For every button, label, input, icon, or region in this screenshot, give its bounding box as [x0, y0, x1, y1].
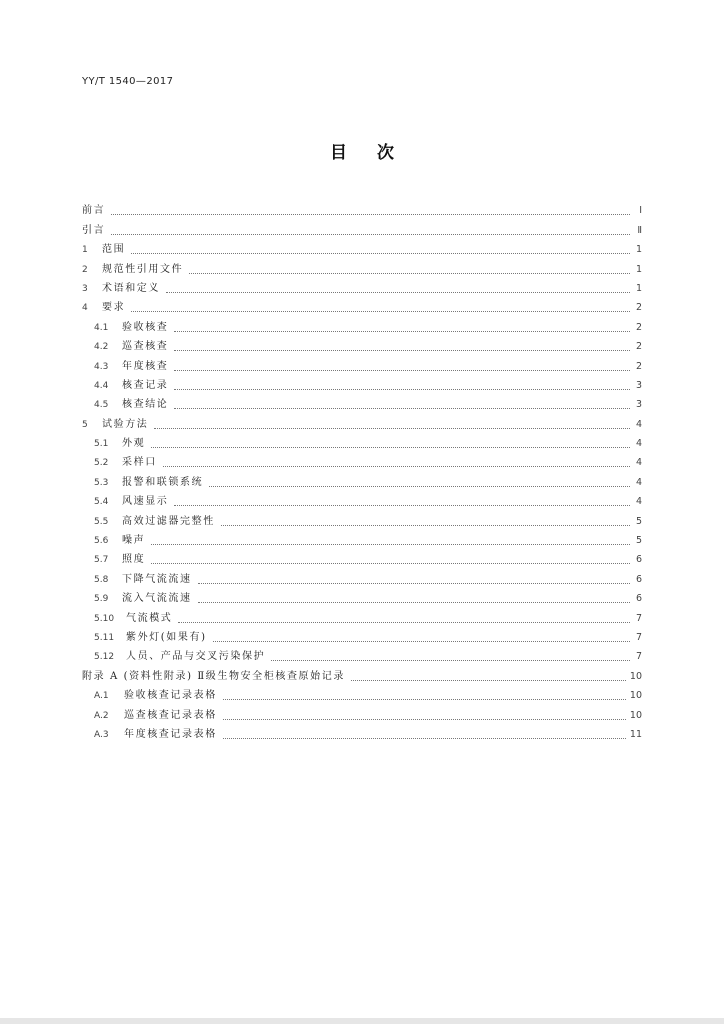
toc-entry-number: 4.3 — [94, 361, 109, 372]
toc-entry-label: 紫外灯(如果有) — [126, 631, 207, 643]
toc-entry[interactable] — [82, 295, 642, 314]
dot-leader — [198, 602, 630, 603]
toc-entry-page: 3 — [635, 379, 642, 391]
toc-entry[interactable] — [82, 508, 642, 527]
toc-entry-page: 2 — [635, 360, 642, 372]
toc-entry-page: Ⅰ — [639, 205, 642, 217]
toc-entry[interactable] — [82, 217, 642, 236]
toc-entry-page: 1 — [635, 282, 642, 294]
dot-leader — [223, 699, 626, 700]
toc-entry-number: 4.5 — [94, 400, 109, 411]
toc-entry-label: 下降气流流速 — [122, 573, 192, 585]
toc-entry-label: 前言 — [82, 205, 106, 217]
toc-entry-label: 气流模式 — [126, 612, 173, 624]
page-title — [0, 138, 724, 163]
dot-leader — [209, 486, 630, 487]
toc-entry-page: 3 — [635, 399, 642, 411]
toc-entry-label: 验收核查记录表格 — [124, 690, 217, 702]
toc-entry[interactable] — [82, 625, 642, 644]
toc-entry-number: 5.4 — [94, 497, 109, 508]
toc-entry-label: 流入气流流速 — [122, 593, 192, 605]
dot-leader — [174, 331, 630, 332]
toc-entry-number: 5.1 — [94, 439, 109, 450]
toc-entry[interactable] — [82, 683, 642, 702]
dot-leader — [271, 660, 630, 661]
dot-leader — [174, 505, 630, 506]
dot-leader — [213, 641, 630, 642]
toc-entry-page: 4 — [635, 496, 642, 508]
title-part-2: 次 — [377, 143, 394, 163]
toc-entry-label: 风速显示 — [122, 496, 169, 508]
toc-entry-page: 10 — [629, 709, 642, 721]
toc-entry[interactable] — [82, 411, 642, 430]
toc-entry-page: 1 — [635, 244, 642, 256]
dot-leader — [178, 622, 630, 623]
dot-leader — [174, 350, 630, 351]
toc-entry-page: 4 — [635, 438, 642, 450]
toc-entry-page: 7 — [635, 651, 642, 663]
toc-entry-number: 5.12 — [94, 652, 115, 663]
dot-leader — [111, 234, 630, 235]
toc-entry-label: 术语和定义 — [102, 282, 160, 294]
toc-entry-page: Ⅱ — [637, 224, 642, 236]
toc-entry-page: 6 — [635, 554, 642, 566]
toc-entry-page: 5 — [635, 515, 642, 527]
dot-leader — [223, 738, 626, 739]
toc-entry[interactable] — [82, 431, 642, 450]
toc-entry-label: 人员、产品与交叉污染保护 — [126, 651, 266, 663]
toc-entry[interactable] — [82, 469, 642, 488]
toc-entry-label: 高效过滤器完整性 — [122, 515, 215, 527]
toc-entry-page: 4 — [635, 457, 642, 469]
toc-entry-label: 验收核查 — [122, 321, 169, 333]
toc-entry-number: 5.3 — [94, 477, 109, 488]
toc-entry-page: 2 — [635, 321, 642, 333]
toc-entry[interactable] — [82, 566, 642, 585]
toc-entry-number: 4 — [82, 303, 88, 314]
toc-entry-number: 4.1 — [94, 322, 109, 333]
toc-entry[interactable] — [82, 276, 642, 295]
toc-entry[interactable] — [82, 334, 642, 353]
toc-entry-page: 11 — [629, 728, 642, 740]
toc-entry[interactable] — [82, 663, 642, 682]
dot-leader — [151, 563, 630, 564]
toc-entry-label: 核查记录 — [122, 379, 169, 391]
toc-entry-number: 5.10 — [94, 613, 115, 624]
toc-entry-label: 年度核查记录表格 — [124, 728, 217, 740]
toc-entry-label: 规范性引用文件 — [102, 263, 184, 275]
toc-entry[interactable] — [82, 528, 642, 547]
toc-entry-page: 10 — [629, 670, 642, 682]
dot-leader — [111, 214, 630, 215]
toc-entry-number: 2 — [82, 264, 88, 275]
toc-entry[interactable] — [82, 392, 642, 411]
toc-entry-page: 6 — [635, 573, 642, 585]
dot-leader — [174, 389, 630, 390]
toc-entry[interactable] — [82, 450, 642, 469]
toc-entry-page: 10 — [629, 690, 642, 702]
toc-entry-number: 5.11 — [94, 632, 115, 643]
dot-leader — [174, 408, 630, 409]
standard-number: YY/T 1540—2017 — [82, 76, 174, 87]
toc-entry-number: 5.9 — [94, 594, 109, 605]
dot-leader — [163, 466, 630, 467]
toc-entry[interactable] — [82, 373, 642, 392]
toc-entry[interactable] — [82, 644, 642, 663]
toc-entry-page: 5 — [635, 535, 642, 547]
toc-entry-label: 试验方法 — [102, 418, 149, 430]
dot-leader — [351, 680, 626, 681]
dot-leader — [154, 428, 630, 429]
toc-entry-label: 报警和联锁系统 — [122, 476, 204, 488]
toc-entry[interactable] — [82, 547, 642, 566]
toc-entry-label: 附录 A (资料性附录) Ⅱ级生物安全柜核查原始记录 — [82, 670, 345, 682]
toc-entry-page: 6 — [635, 593, 642, 605]
toc-entry-label: 照度 — [122, 554, 146, 566]
toc-entry[interactable] — [82, 702, 642, 721]
toc-entry-label: 巡查核查记录表格 — [124, 709, 217, 721]
toc-entry-label: 采样口 — [122, 457, 157, 469]
toc-entry-page: 4 — [635, 476, 642, 488]
dot-leader — [151, 544, 630, 545]
dot-leader — [166, 292, 630, 293]
toc-entry-label: 范围 — [102, 244, 126, 256]
toc-entry[interactable] — [82, 605, 642, 624]
toc-entry-number: 1 — [82, 245, 88, 256]
dot-leader — [221, 525, 630, 526]
toc-entry[interactable] — [82, 198, 642, 217]
dot-leader — [131, 311, 630, 312]
toc-entry[interactable] — [82, 353, 642, 372]
toc-entry-number: 4.4 — [94, 380, 109, 391]
toc-entry-label: 年度核查 — [122, 360, 169, 372]
toc-entry-page: 1 — [635, 263, 642, 275]
toc-entry[interactable] — [82, 256, 642, 275]
toc-entry-page: 4 — [635, 418, 642, 430]
toc-entry-page: 7 — [635, 631, 642, 643]
toc-entry[interactable] — [82, 586, 642, 605]
toc-entry[interactable] — [82, 314, 642, 333]
toc-entry-number: 3 — [82, 283, 88, 294]
toc-entry-label: 噪声 — [122, 535, 146, 547]
toc-entry-number: 4.2 — [94, 342, 109, 353]
toc-entry-label: 引言 — [82, 224, 106, 236]
toc-entry[interactable] — [82, 722, 642, 741]
dot-leader — [189, 273, 630, 274]
dot-leader — [198, 583, 630, 584]
toc-entry-label: 巡查核查 — [122, 341, 169, 353]
bottom-bar — [0, 1018, 724, 1024]
toc-entry[interactable] — [82, 237, 642, 256]
table-of-contents — [82, 198, 642, 741]
toc-entry-number: A.3 — [94, 729, 109, 740]
toc-entry[interactable] — [82, 489, 642, 508]
toc-entry-page: 2 — [635, 302, 642, 314]
toc-entry-number: 5.5 — [94, 516, 109, 527]
toc-entry-label: 要求 — [102, 302, 126, 314]
toc-entry-number: 5.2 — [94, 458, 109, 469]
dot-leader — [174, 370, 630, 371]
toc-entry-label: 外观 — [122, 438, 146, 450]
dot-leader — [223, 719, 626, 720]
dot-leader — [131, 253, 630, 254]
title-part-1: 目 — [330, 143, 347, 163]
toc-entry-number: 5.8 — [94, 574, 109, 585]
toc-entry-label: 核查结论 — [122, 399, 169, 411]
toc-entry-number: 5.7 — [94, 555, 109, 566]
toc-entry-number: A.2 — [94, 710, 109, 721]
dot-leader — [151, 447, 630, 448]
toc-entry-page: 2 — [635, 341, 642, 353]
toc-entry-page: 7 — [635, 612, 642, 624]
toc-entry-number: A.1 — [94, 691, 109, 702]
toc-entry-number: 5 — [82, 419, 88, 430]
toc-entry-number: 5.6 — [94, 536, 109, 547]
